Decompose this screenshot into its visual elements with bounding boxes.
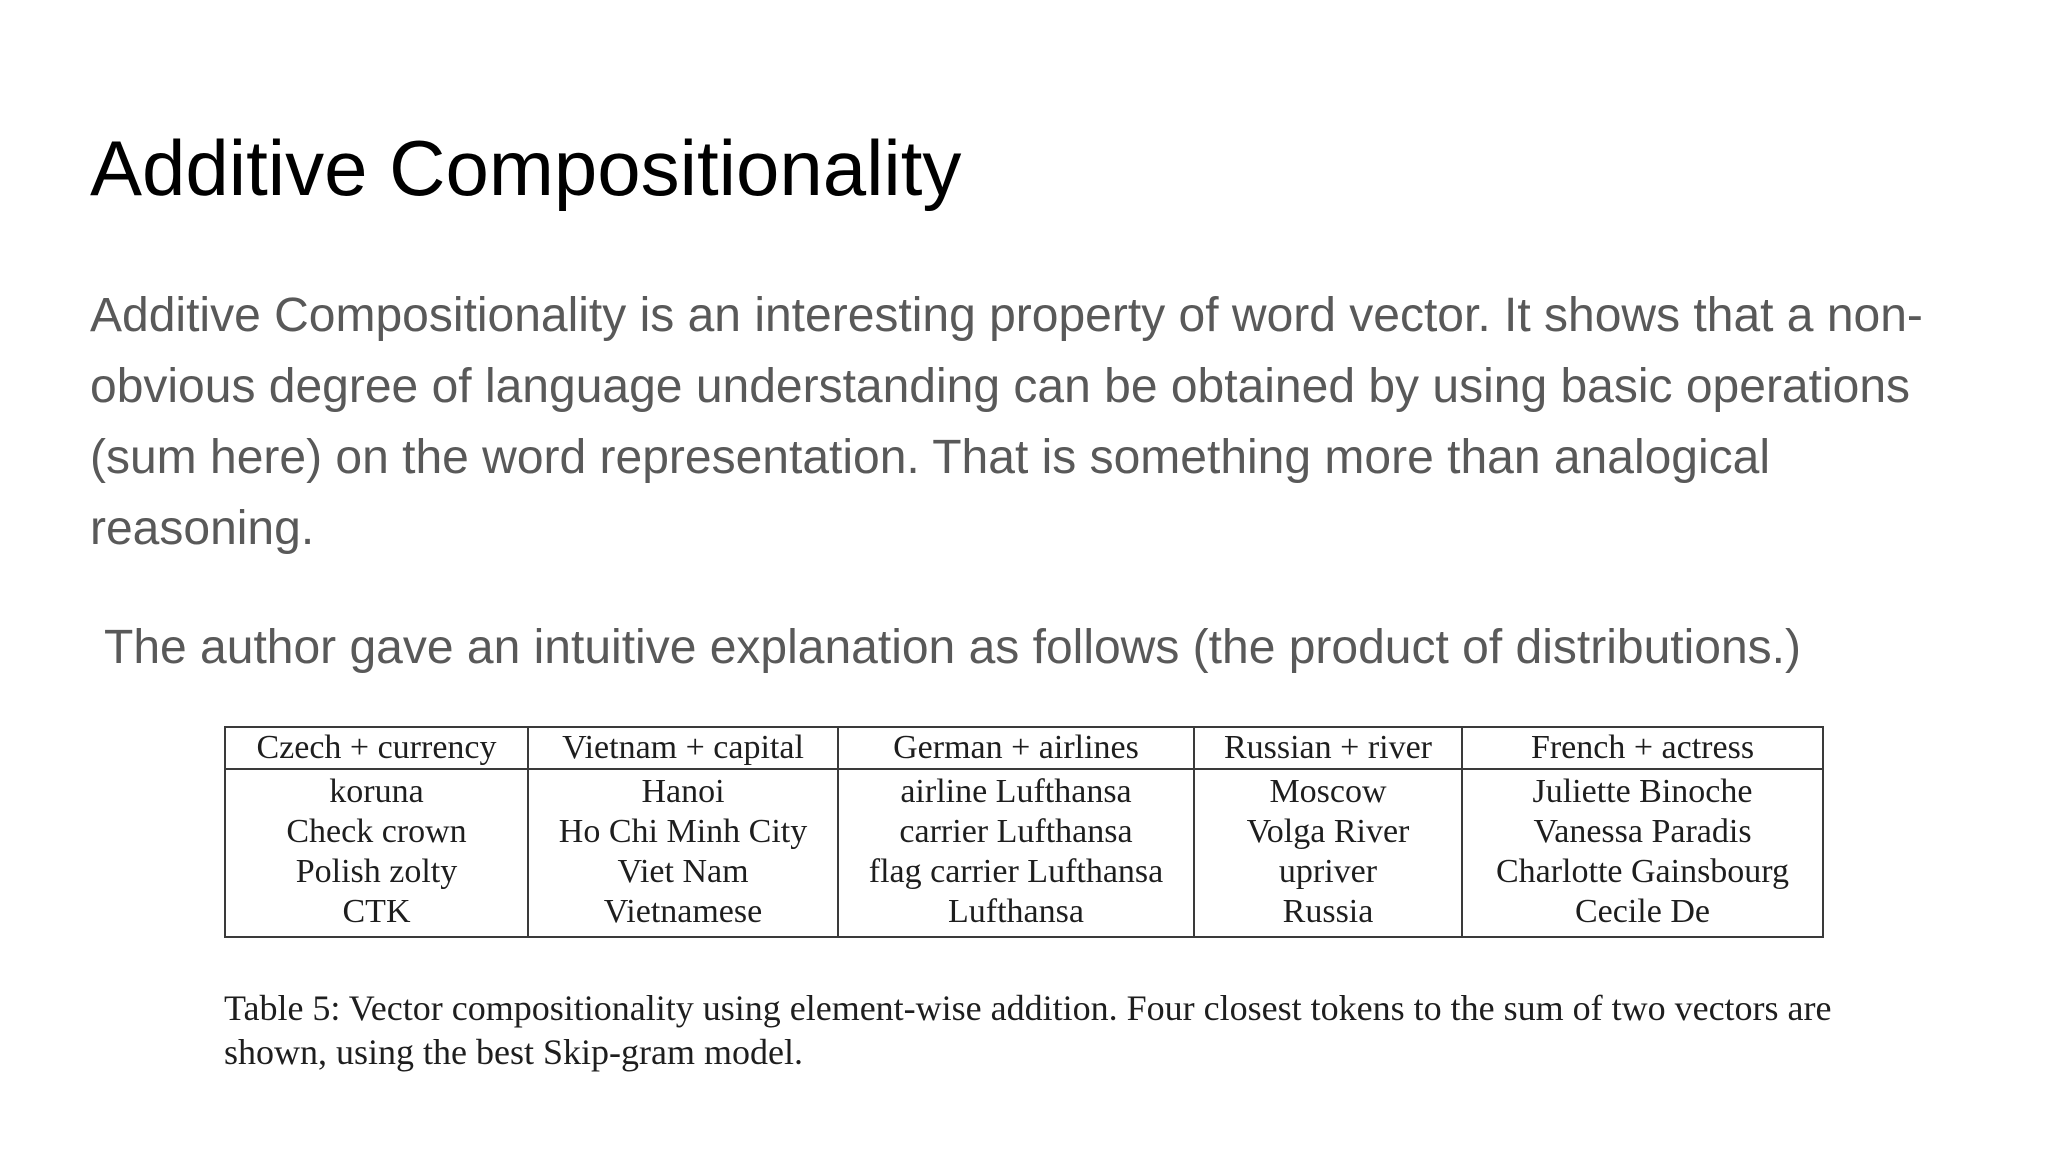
table-cell: Check crown xyxy=(225,812,528,852)
column-header: Vietnam + capital xyxy=(528,727,838,769)
table-row xyxy=(225,852,1823,892)
table-cell: upriver xyxy=(1194,852,1462,892)
table-figure xyxy=(224,726,1822,938)
column-header: Russian + river xyxy=(1194,727,1462,769)
table-cell: flag carrier Lufthansa xyxy=(838,852,1194,892)
table-cell: carrier Lufthansa xyxy=(838,812,1194,852)
table-row xyxy=(225,812,1823,852)
table-cell: koruna xyxy=(225,769,528,812)
table-cell: CTK xyxy=(225,892,528,937)
table-cell: Cecile De xyxy=(1462,892,1823,937)
table-cell: airline Lufthansa xyxy=(838,769,1194,812)
body-paragraph: Additive Compositionality is an interesting property of word vector. It shows that a non-obvious degree of language understanding can be obtained by using basic operations (sum here) on the word representation. That is something more than analogical reasoning. xyxy=(90,289,1923,555)
table-cell: Juliette Binoche xyxy=(1462,769,1823,812)
column-header: Czech + currency xyxy=(225,727,528,769)
table-cell: Hanoi xyxy=(528,769,838,812)
table-row xyxy=(225,892,1823,937)
table-row xyxy=(225,769,1823,812)
table-cell: Volga River xyxy=(1194,812,1462,852)
table-header-row xyxy=(225,727,1823,769)
table-cell: Charlotte Gainsbourg xyxy=(1462,852,1823,892)
column-header: French + actress xyxy=(1462,727,1823,769)
explanation-text: The author gave an intuitive explanation as follows (the product of distributions.) xyxy=(104,621,1801,674)
table-cell: Vanessa Paradis xyxy=(1462,812,1823,852)
table-cell: Polish zolty xyxy=(225,852,528,892)
table-cell: Ho Chi Minh City xyxy=(528,812,838,852)
column-header: German + airlines xyxy=(838,727,1194,769)
slide-title: Additive Compositionality xyxy=(90,124,962,212)
compositionality-table xyxy=(224,726,1824,938)
table-cell: Vietnamese xyxy=(528,892,838,937)
table-caption: Table 5: Vector compositionality using element-wise addition. Four closest tokens to the sum of two vectors are shown, using the best Skip-gram model. xyxy=(224,988,1832,1072)
table-cell: Viet Nam xyxy=(528,852,838,892)
table-cell: Moscow xyxy=(1194,769,1462,812)
table-cell: Lufthansa xyxy=(838,892,1194,937)
table-cell: Russia xyxy=(1194,892,1462,937)
